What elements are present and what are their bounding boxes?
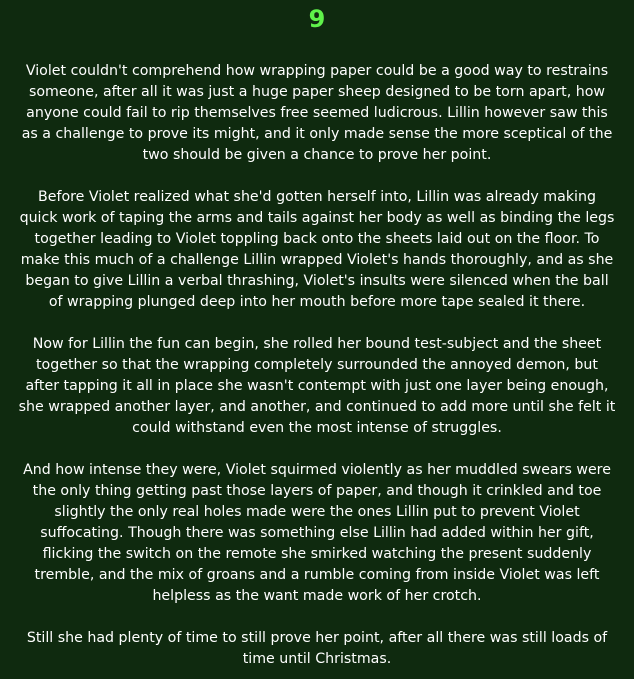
story-body: [18, 61, 616, 670]
story-paragraph-2: Before Violet realized what she'd gotten herself into, Lillin was already making quick work of taping the arms and tails against her body as well as binding the legs together leading to Violet toppling back onto the sheets laid out on the floor. To make this much of a challenge Lillin wrapped Violet's hands thoroughly, and as she began to give Lillin a verbal thrashing, Violet's insults were silenced when the ball of wrapping plunged deep into her mouth before more tape sealed it there.: [19, 189, 615, 310]
chapter-number: 9: [308, 5, 326, 33]
story-paragraph-3: Now for Lillin the fun can begin, she rolled her bound test-subject and the sheet together so that the wrapping completely surrounded the annoyed demon, but after tapping it all in place she wasn't contempt with just one layer being enough, she wrapped another layer, and another, and continued to add more until she felt it could withstand even the most intense of struggles.: [18, 336, 616, 436]
story-paragraph-5: Still she had plenty of time to still prove her point, after all there was still loads of time until Christmas.: [26, 630, 608, 667]
story-paragraph-1: Violet couldn't comprehend how wrapping paper could be a good way to restrains someone, after all it was just a huge paper sheep designed to be torn apart, how anyone could fail to rip themselves free seemed ludicrous. Lillin however saw this as a challenge to prove its might, and it only made sense the more sceptical of the two should be given a chance to prove her point.: [21, 63, 613, 163]
story-paragraph-4: And how intense they were, Violet squirmed violently as her muddled swears were the only thing getting past those layers of paper, and though it crinkled and toe slightly the only real holes made were the ones Lillin put to prevent Violet suffocating. Though there was something else Lillin had added within her gift, flicking the switch on the remote she smirked watching the present suddenly tremble, and the mix of groans and a rumble coming from inside Violet was left helpless as the want made work of her crotch.: [23, 462, 611, 604]
